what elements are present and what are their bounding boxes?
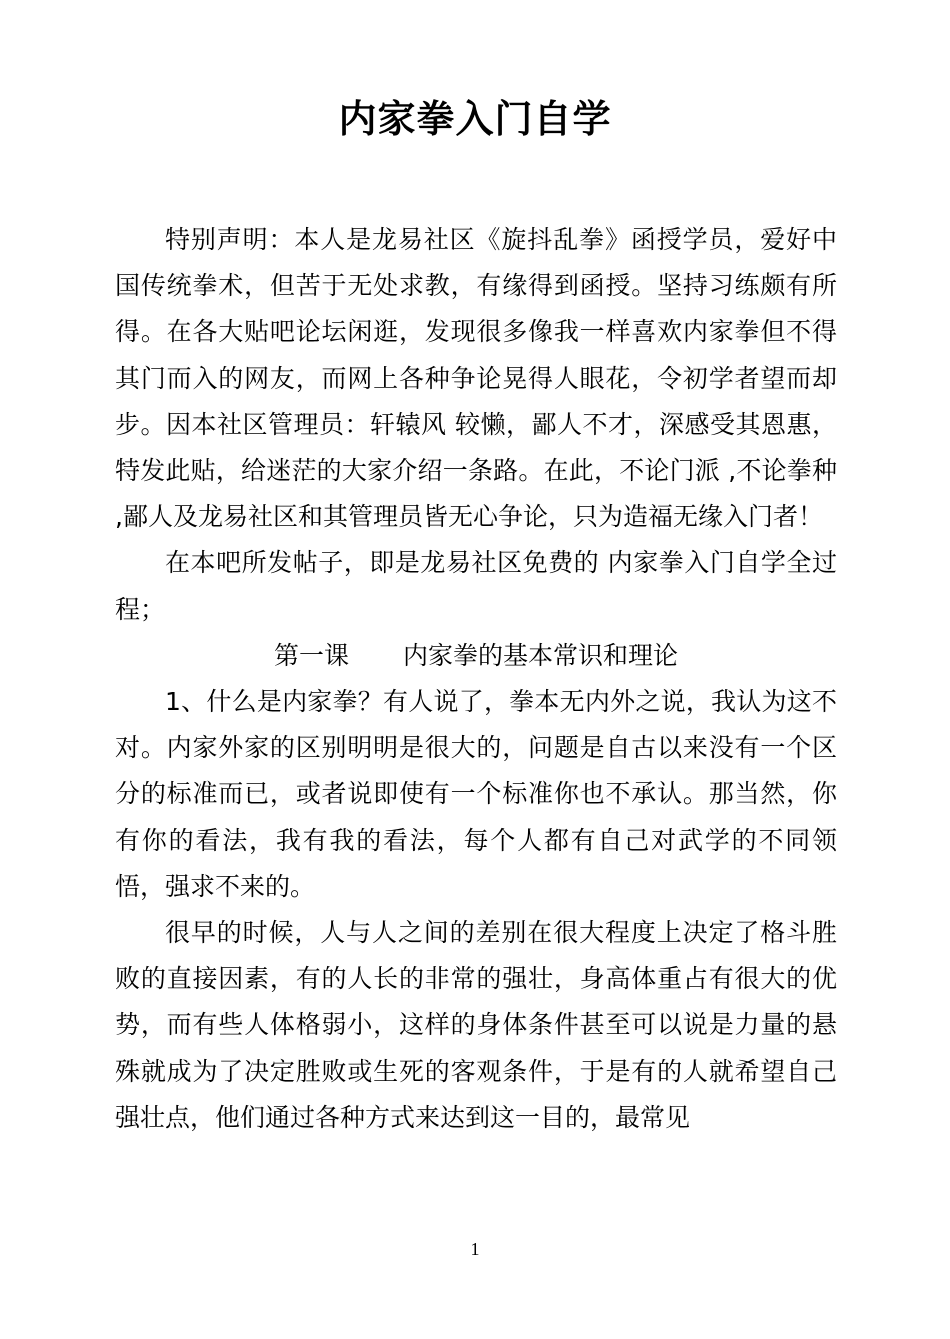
document-title: 内家拳入门自学 [338, 97, 612, 141]
page-number: 1 [470, 1239, 480, 1259]
intro-paragraph-statement: 特别声明：本人是龙易社区《旋抖乱拳》函授学员，爱好中国传统拳术，但苦于无处求教，有缘得到函授。坚持习练颇有所得。在各大贴吧论坛闲逛，发现很多像我一样喜欢内家拳但不得其门而入的网友，而网上各种争论晃得人眼花，令初学者望而却步。因本社区管理员：轩辕风 较懒，鄙人不才，深感受其恩惠， 特发此贴，给迷茫的大家介绍一条路。在此，不论门派 ,不论拳种 ,鄙人及龙易社区和其管理员皆无心争论，只为造福无缘入门者！ [115, 225, 837, 532]
lesson-paragraph-history: 很早的时候，人与人之间的差别在很大程度上决定了格斗胜败的直接因素，有的人长的非常的强壮，身高体重占有很大的优势，而有些人体格弱小，这样的身体条件甚至可以说是力量的悬殊就成为了决定胜败或生死的客观条件，于是有的人就希望自己强壮点，他们通过各种方式来达到这一目的，最常见 [115, 918, 837, 1132]
lesson-number: 第一课 [273, 640, 349, 670]
intro-paragraph-posts: 在本吧所发帖子，即是龙易社区免费的 内家拳入门自学全过程； [115, 548, 837, 624]
document-body [115, 217, 837, 1141]
lesson-heading [115, 633, 837, 679]
lesson-paragraph-what-is: 1、什么是内家拳？有人说了，拳本无内外之说，我认为这不对。内家外家的区别明明是很大的，问题是自古以来没有一个区分的标准而已，或者说即使有一个标准你也不承认。那当然，你有你的看法，我有我的看法，每个人都有自己对武学的不同领悟，强求不来的。 [115, 687, 837, 901]
lesson-topic: 内家拳的基本常识和理论 [403, 640, 679, 670]
